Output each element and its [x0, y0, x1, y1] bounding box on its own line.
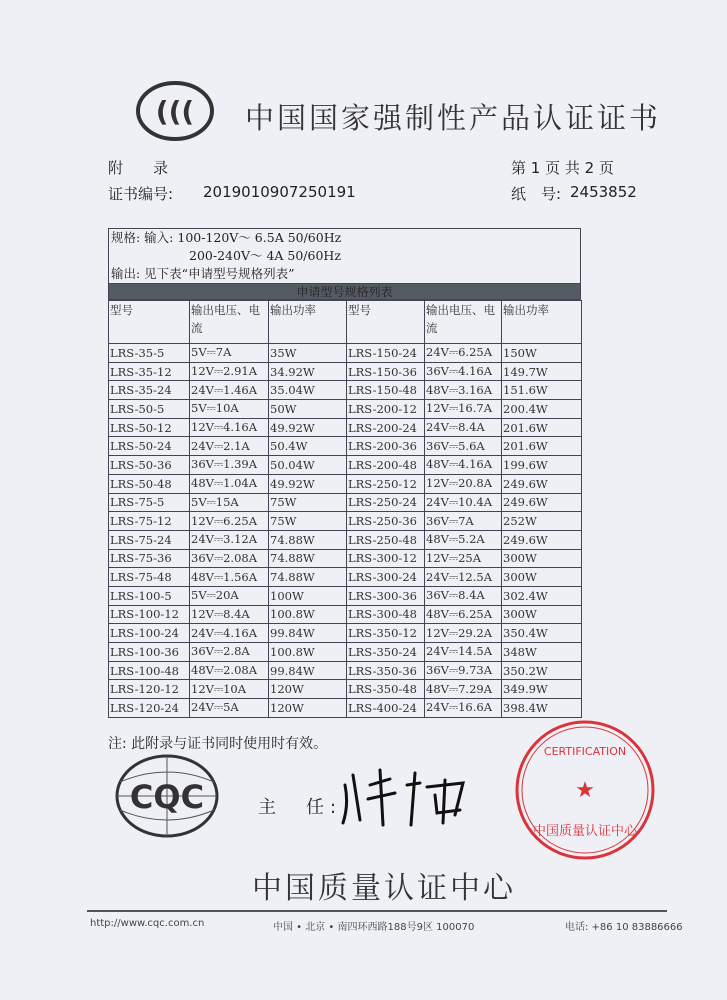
table-cell: LRS-50-48	[109, 474, 190, 493]
table-cell: 348W	[502, 643, 582, 662]
table-cell: 120W	[269, 680, 347, 699]
table-cell: LRS-400-24	[347, 699, 425, 718]
table-cell: LRS-100-5	[109, 586, 190, 605]
column-header: 输出功率	[269, 301, 347, 344]
table-cell: LRS-200-12	[347, 400, 425, 419]
table-title: 申请型号规格列表	[108, 283, 581, 300]
page-info: 第 1 页 共 2 页	[511, 159, 614, 177]
table-cell: LRS-75-36	[109, 549, 190, 568]
table-row	[109, 418, 582, 437]
table-cell: 36V⎓2.8A	[190, 643, 269, 662]
table-cell: 48V⎓1.56A	[190, 568, 269, 587]
spec-block	[108, 228, 581, 283]
table-cell: LRS-150-24	[347, 344, 425, 363]
table-cell: 99.84W	[269, 661, 347, 680]
table-cell: 12V⎓16.7A	[425, 400, 502, 419]
table-cell: 151.6W	[502, 381, 582, 400]
table-cell: 75W	[269, 512, 347, 531]
cqc-logo	[112, 752, 222, 840]
table-row	[109, 530, 582, 549]
table-cell: 50.04W	[269, 456, 347, 475]
table-header-row	[109, 301, 582, 344]
table-cell: LRS-200-36	[347, 437, 425, 456]
table-cell: LRS-50-5	[109, 400, 190, 419]
table-cell: 36V⎓9.73A	[425, 661, 502, 680]
table-row	[109, 474, 582, 493]
official-stamp	[505, 715, 665, 865]
table-cell: 149.7W	[502, 362, 582, 381]
issuer-name: 中国质量认证中心	[252, 871, 516, 906]
table-row	[109, 643, 582, 662]
table-cell: 35.04W	[269, 381, 347, 400]
table-cell: LRS-250-12	[347, 474, 425, 493]
table-row	[109, 624, 582, 643]
table-cell: LRS-75-24	[109, 530, 190, 549]
table-cell: 350.2W	[502, 661, 582, 680]
director-label: 主 任:	[258, 797, 343, 818]
appendix-label: 附 录	[108, 159, 169, 177]
table-cell: 74.88W	[269, 530, 347, 549]
table-cell: 199.6W	[502, 456, 582, 475]
table-cell: 74.88W	[269, 568, 347, 587]
table-cell: 24V⎓1.46A	[190, 381, 269, 400]
table-cell: LRS-200-24	[347, 418, 425, 437]
table-cell: 50W	[269, 400, 347, 419]
table-cell: 36V⎓7A	[425, 512, 502, 531]
table-cell: 24V⎓2.1A	[190, 437, 269, 456]
table-cell: 249.6W	[502, 493, 582, 512]
table-cell: 5V⎓7A	[190, 344, 269, 363]
table-cell: 49.92W	[269, 418, 347, 437]
table-row	[109, 456, 582, 475]
table-cell: 300W	[502, 605, 582, 624]
table-cell: LRS-100-36	[109, 643, 190, 662]
table-cell: 49.92W	[269, 474, 347, 493]
ccc-logo	[135, 80, 215, 142]
table-cell: 12V⎓25A	[425, 549, 502, 568]
footer-phone: 电话: +86 10 83886666	[565, 922, 683, 933]
table-row	[109, 568, 582, 587]
table-cell: 99.84W	[269, 624, 347, 643]
table-cell: LRS-350-12	[347, 624, 425, 643]
table-cell: LRS-250-24	[347, 493, 425, 512]
table-cell: LRS-300-12	[347, 549, 425, 568]
table-cell: LRS-75-5	[109, 493, 190, 512]
table-cell: 12V⎓6.25A	[190, 512, 269, 531]
footer-divider	[87, 910, 667, 912]
table-cell: 24V⎓16.6A	[425, 699, 502, 718]
validity-note: 注: 此附录与证书同时使用时有效。	[108, 736, 328, 752]
svg-text:(((: (((	[155, 95, 195, 128]
cert-no: 2019010907250191	[203, 183, 356, 201]
model-spec-table	[108, 300, 582, 718]
table-cell: 12V⎓29.2A	[425, 624, 502, 643]
table-row	[109, 661, 582, 680]
table-cell: 50.4W	[269, 437, 347, 456]
table-cell: LRS-75-12	[109, 512, 190, 531]
table-cell: 201.6W	[502, 418, 582, 437]
column-header: 型号	[347, 301, 425, 344]
column-header: 型号	[109, 301, 190, 344]
table-cell: 48V⎓7.29A	[425, 680, 502, 699]
table-cell: LRS-300-24	[347, 568, 425, 587]
table-cell: 201.6W	[502, 437, 582, 456]
spec-output: 输出: 见下表“申请型号规格列表”	[111, 266, 295, 281]
spec-input-1: 规格: 输入: 100-120V～ 6.5A 50/60Hz	[111, 230, 342, 245]
table-cell: 36V⎓5.6A	[425, 437, 502, 456]
table-cell: LRS-100-24	[109, 624, 190, 643]
table-cell: 350.4W	[502, 624, 582, 643]
table-cell: LRS-75-48	[109, 568, 190, 587]
column-header: 输出电压、电流	[425, 301, 502, 344]
table-row	[109, 493, 582, 512]
table-cell: 120W	[269, 699, 347, 718]
table-cell: 48V⎓6.25A	[425, 605, 502, 624]
table-cell: 12V⎓20.8A	[425, 474, 502, 493]
table-cell: 48V⎓3.16A	[425, 381, 502, 400]
table-row	[109, 400, 582, 419]
footer-address: 中国 • 北京 • 南四环西路188号9区 100070	[273, 922, 475, 933]
table-cell: LRS-35-12	[109, 362, 190, 381]
table-cell: 5V⎓20A	[190, 586, 269, 605]
table-cell: 24V⎓14.5A	[425, 643, 502, 662]
table-cell: 24V⎓10.4A	[425, 493, 502, 512]
footer-url[interactable]: http://www.cqc.com.cn	[90, 918, 205, 929]
table-cell: LRS-350-24	[347, 643, 425, 662]
table-cell: LRS-120-12	[109, 680, 190, 699]
table-cell: 249.6W	[502, 474, 582, 493]
table-cell: LRS-50-36	[109, 456, 190, 475]
table-cell: 249.6W	[502, 530, 582, 549]
table-cell: LRS-150-36	[347, 362, 425, 381]
table-cell: LRS-150-48	[347, 381, 425, 400]
table-cell: 36V⎓1.39A	[190, 456, 269, 475]
table-cell: 35W	[269, 344, 347, 363]
table-cell: 36V⎓8.4A	[425, 586, 502, 605]
table-cell: 24V⎓12.5A	[425, 568, 502, 587]
table-row	[109, 381, 582, 400]
table-cell: 34.92W	[269, 362, 347, 381]
svg-text:CERTIFICATION: CERTIFICATION	[543, 745, 627, 758]
table-cell: 24V⎓5A	[190, 699, 269, 718]
table-cell: 300W	[502, 549, 582, 568]
table-cell: LRS-350-36	[347, 661, 425, 680]
table-cell: 36V⎓4.16A	[425, 362, 502, 381]
table-cell: 12V⎓10A	[190, 680, 269, 699]
cqc-logo-text: CQC	[129, 778, 205, 816]
table-row	[109, 605, 582, 624]
table-cell: 48V⎓1.04A	[190, 474, 269, 493]
table-cell: 100.8W	[269, 605, 347, 624]
table-cell: LRS-250-48	[347, 530, 425, 549]
table-row	[109, 512, 582, 531]
table-cell: LRS-300-48	[347, 605, 425, 624]
column-header: 输出功率	[502, 301, 582, 344]
table-cell: 150W	[502, 344, 582, 363]
table-cell: 200.4W	[502, 400, 582, 419]
table-row	[109, 680, 582, 699]
table-cell: LRS-350-48	[347, 680, 425, 699]
table-cell: 48V⎓4.16A	[425, 456, 502, 475]
table-cell: 24V⎓6.25A	[425, 344, 502, 363]
table-cell: 75W	[269, 493, 347, 512]
table-row	[109, 362, 582, 381]
table-cell: 24V⎓3.12A	[190, 530, 269, 549]
table-cell: LRS-50-12	[109, 418, 190, 437]
table-cell: 48V⎓2.08A	[190, 661, 269, 680]
table-cell: 5V⎓10A	[190, 400, 269, 419]
table-cell: LRS-100-12	[109, 605, 190, 624]
table-cell: 36V⎓2.08A	[190, 549, 269, 568]
table-cell: 398.4W	[502, 699, 582, 718]
table-cell: LRS-35-5	[109, 344, 190, 363]
table-cell: LRS-120-24	[109, 699, 190, 718]
table-cell: 302.4W	[502, 586, 582, 605]
cert-no-label: 证书编号:	[108, 185, 174, 203]
svg-text:中国质量认证中心: 中国质量认证中心	[532, 824, 638, 839]
table-cell: 300W	[502, 568, 582, 587]
table-cell: 100.8W	[269, 643, 347, 662]
director-signature	[335, 765, 475, 830]
table-row	[109, 549, 582, 568]
table-cell: 24V⎓8.4A	[425, 418, 502, 437]
table-row	[109, 344, 582, 363]
table-cell: LRS-200-48	[347, 456, 425, 475]
table-row	[109, 437, 582, 456]
table-cell: 48V⎓5.2A	[425, 530, 502, 549]
table-row	[109, 586, 582, 605]
table-cell: LRS-100-48	[109, 661, 190, 680]
table-cell: 349.9W	[502, 680, 582, 699]
table-cell: 24V⎓4.16A	[190, 624, 269, 643]
table-cell: 12V⎓4.16A	[190, 418, 269, 437]
table-cell: LRS-35-24	[109, 381, 190, 400]
table-cell: 12V⎓8.4A	[190, 605, 269, 624]
paper-no-label: 纸 号:	[511, 185, 562, 203]
certificate-title: 中国国家强制性产品认证证书	[245, 101, 662, 135]
table-cell: 252W	[502, 512, 582, 531]
table-cell: 100W	[269, 586, 347, 605]
svg-text:★: ★	[575, 778, 595, 803]
spec-input-2: 200-240V～ 4A 50/60Hz	[189, 248, 341, 263]
paper-no: 2453852	[570, 183, 637, 201]
table-cell: LRS-250-36	[347, 512, 425, 531]
table-cell: 12V⎓2.91A	[190, 362, 269, 381]
table-cell: LRS-300-36	[347, 586, 425, 605]
table-cell: 5V⎓15A	[190, 493, 269, 512]
table-cell: LRS-50-24	[109, 437, 190, 456]
column-header: 输出电压、电流	[190, 301, 269, 344]
table-cell: 74.88W	[269, 549, 347, 568]
